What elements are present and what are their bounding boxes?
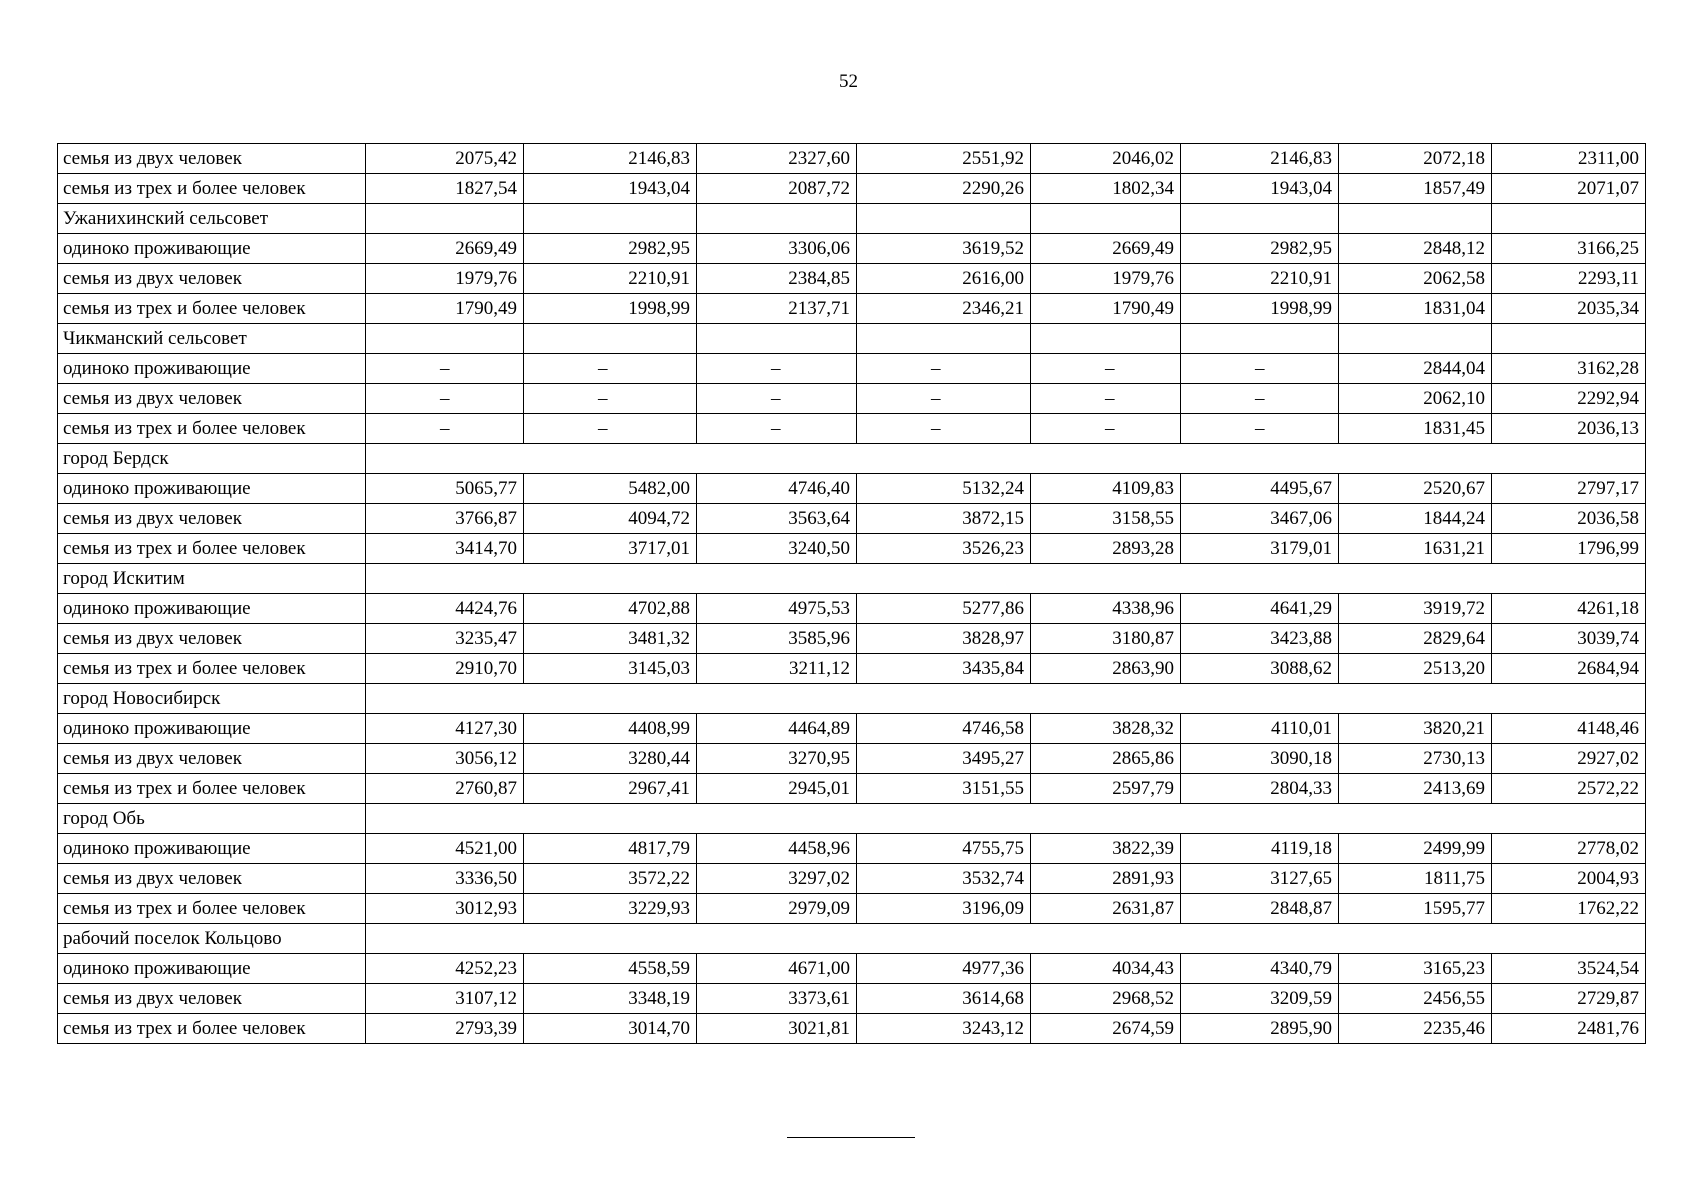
value-cell xyxy=(366,204,524,234)
value-cell: 3297,02 xyxy=(697,864,857,894)
value-cell: – xyxy=(1031,354,1181,384)
value-cell: 2863,90 xyxy=(1031,654,1181,684)
row-label: Ужанихинский сельсовет xyxy=(58,204,366,234)
table-row xyxy=(58,384,1646,414)
value-cell: 3336,50 xyxy=(366,864,524,894)
value-cell: 2311,00 xyxy=(1492,144,1646,174)
row-label: семья из двух человек xyxy=(58,984,366,1014)
value-cell: 3585,96 xyxy=(697,624,857,654)
value-cell xyxy=(1181,324,1339,354)
value-cell: 3828,97 xyxy=(857,624,1031,654)
value-cell: 2035,34 xyxy=(1492,294,1646,324)
value-cell: – xyxy=(857,354,1031,384)
value-cell: 3162,28 xyxy=(1492,354,1646,384)
group-label: город Новосибирск xyxy=(58,684,366,714)
value-cell: 3127,65 xyxy=(1181,864,1339,894)
value-cell: 2982,95 xyxy=(1181,234,1339,264)
row-label: семья из трех и более человек xyxy=(58,894,366,924)
value-cell: 3012,93 xyxy=(366,894,524,924)
value-cell: 3532,74 xyxy=(857,864,1031,894)
value-cell: 2597,79 xyxy=(1031,774,1181,804)
value-cell: 2631,87 xyxy=(1031,894,1181,924)
value-cell: 3526,23 xyxy=(857,534,1031,564)
value-cell: 2004,93 xyxy=(1492,864,1646,894)
value-cell: 2210,91 xyxy=(524,264,697,294)
value-cell xyxy=(1339,204,1492,234)
value-cell xyxy=(697,204,857,234)
value-cell: 4558,59 xyxy=(524,954,697,984)
value-cell: 1831,45 xyxy=(1339,414,1492,444)
value-cell: 1790,49 xyxy=(1031,294,1181,324)
row-label: семья из трех и более человек xyxy=(58,654,366,684)
value-cell: 3088,62 xyxy=(1181,654,1339,684)
value-cell: 2729,87 xyxy=(1492,984,1646,1014)
value-cell: 4340,79 xyxy=(1181,954,1339,984)
value-cell: 3240,50 xyxy=(697,534,857,564)
row-label: семья из двух человек xyxy=(58,144,366,174)
value-cell: 3235,47 xyxy=(366,624,524,654)
value-cell: 2572,22 xyxy=(1492,774,1646,804)
value-cell: 3766,87 xyxy=(366,504,524,534)
value-cell: 3166,25 xyxy=(1492,234,1646,264)
row-label: семья из двух человек xyxy=(58,264,366,294)
group-header-row xyxy=(58,684,1646,714)
value-cell: 2046,02 xyxy=(1031,144,1181,174)
value-cell xyxy=(366,324,524,354)
table-row xyxy=(58,954,1646,984)
value-cell: 3145,03 xyxy=(524,654,697,684)
value-cell: 2036,13 xyxy=(1492,414,1646,444)
value-cell: 4252,23 xyxy=(366,954,524,984)
table-row xyxy=(58,264,1646,294)
value-cell: 1979,76 xyxy=(366,264,524,294)
value-cell xyxy=(1181,204,1339,234)
value-cell: 3919,72 xyxy=(1339,594,1492,624)
group-header-row xyxy=(58,804,1646,834)
value-cell xyxy=(857,324,1031,354)
value-cell: 2674,59 xyxy=(1031,1014,1181,1044)
value-cell: 2520,67 xyxy=(1339,474,1492,504)
value-cell: 2062,58 xyxy=(1339,264,1492,294)
value-cell: 2062,10 xyxy=(1339,384,1492,414)
value-cell: 2793,39 xyxy=(366,1014,524,1044)
value-cell: 5065,77 xyxy=(366,474,524,504)
value-cell: 2413,69 xyxy=(1339,774,1492,804)
row-label: семья из трех и более человек xyxy=(58,1014,366,1044)
value-cell: 3717,01 xyxy=(524,534,697,564)
value-cell: 4817,79 xyxy=(524,834,697,864)
group-empty-cell xyxy=(366,684,1646,714)
table-row xyxy=(58,144,1646,174)
value-cell: 2967,41 xyxy=(524,774,697,804)
value-cell: 2235,46 xyxy=(1339,1014,1492,1044)
value-cell: 1943,04 xyxy=(1181,174,1339,204)
value-cell: 4746,58 xyxy=(857,714,1031,744)
value-cell: 2778,02 xyxy=(1492,834,1646,864)
value-cell: – xyxy=(857,414,1031,444)
value-cell: 2891,93 xyxy=(1031,864,1181,894)
value-cell: 4975,53 xyxy=(697,594,857,624)
value-cell: 2072,18 xyxy=(1339,144,1492,174)
value-cell: 1998,99 xyxy=(524,294,697,324)
value-cell: 3021,81 xyxy=(697,1014,857,1044)
value-cell: 3180,87 xyxy=(1031,624,1181,654)
value-cell: 4458,96 xyxy=(697,834,857,864)
row-label: семья из трех и более человек xyxy=(58,414,366,444)
value-cell: 5277,86 xyxy=(857,594,1031,624)
value-cell: 2075,42 xyxy=(366,144,524,174)
footer-rule xyxy=(787,1137,915,1138)
value-cell: 3822,39 xyxy=(1031,834,1181,864)
value-cell xyxy=(1492,204,1646,234)
value-cell xyxy=(524,324,697,354)
value-cell: 5482,00 xyxy=(524,474,697,504)
value-cell: 2146,83 xyxy=(1181,144,1339,174)
table-row xyxy=(58,774,1646,804)
value-cell: 4127,30 xyxy=(366,714,524,744)
value-cell: 3414,70 xyxy=(366,534,524,564)
value-cell: 2979,09 xyxy=(697,894,857,924)
row-label: семья из двух человек xyxy=(58,864,366,894)
table-row xyxy=(58,474,1646,504)
group-empty-cell xyxy=(366,804,1646,834)
value-cell: 3373,61 xyxy=(697,984,857,1014)
value-cell: 1979,76 xyxy=(1031,264,1181,294)
value-cell: 2760,87 xyxy=(366,774,524,804)
group-label: город Искитим xyxy=(58,564,366,594)
row-label: семья из трех и более человек xyxy=(58,774,366,804)
tariff-table xyxy=(57,143,1646,1044)
value-cell: 5132,24 xyxy=(857,474,1031,504)
value-cell: 3165,23 xyxy=(1339,954,1492,984)
value-cell: 4119,18 xyxy=(1181,834,1339,864)
value-cell: 3614,68 xyxy=(857,984,1031,1014)
value-cell: 2945,01 xyxy=(697,774,857,804)
value-cell: 3872,15 xyxy=(857,504,1031,534)
value-cell: 4755,75 xyxy=(857,834,1031,864)
value-cell: 3348,19 xyxy=(524,984,697,1014)
value-cell: 3563,64 xyxy=(697,504,857,534)
value-cell: 3179,01 xyxy=(1181,534,1339,564)
value-cell: 2551,92 xyxy=(857,144,1031,174)
value-cell: 4702,88 xyxy=(524,594,697,624)
value-cell xyxy=(1031,324,1181,354)
value-cell xyxy=(697,324,857,354)
value-cell: 1831,04 xyxy=(1339,294,1492,324)
table-body xyxy=(58,144,1646,1044)
table-row xyxy=(58,534,1646,564)
row-label: семья из двух человек xyxy=(58,744,366,774)
row-label: одиноко проживающие xyxy=(58,354,366,384)
value-cell: 1998,99 xyxy=(1181,294,1339,324)
table-row xyxy=(58,834,1646,864)
row-label: Чикманский сельсовет xyxy=(58,324,366,354)
value-cell: 3196,09 xyxy=(857,894,1031,924)
row-label: семья из трех и более человек xyxy=(58,294,366,324)
row-label: семья из двух человек xyxy=(58,384,366,414)
group-label: город Обь xyxy=(58,804,366,834)
value-cell: 4746,40 xyxy=(697,474,857,504)
value-cell: 1631,21 xyxy=(1339,534,1492,564)
value-cell: 3014,70 xyxy=(524,1014,697,1044)
value-cell: – xyxy=(1181,354,1339,384)
value-cell: 2684,94 xyxy=(1492,654,1646,684)
value-cell: – xyxy=(1181,384,1339,414)
table-row xyxy=(58,294,1646,324)
value-cell: 3090,18 xyxy=(1181,744,1339,774)
value-cell: 4521,00 xyxy=(366,834,524,864)
value-cell: – xyxy=(524,414,697,444)
value-cell: 2982,95 xyxy=(524,234,697,264)
table-row xyxy=(58,1014,1646,1044)
value-cell: – xyxy=(1181,414,1339,444)
value-cell xyxy=(1339,324,1492,354)
value-cell: 3495,27 xyxy=(857,744,1031,774)
value-cell: – xyxy=(697,384,857,414)
row-label: семья из двух человек xyxy=(58,624,366,654)
table-row xyxy=(58,984,1646,1014)
value-cell: 2071,07 xyxy=(1492,174,1646,204)
value-cell: 2893,28 xyxy=(1031,534,1181,564)
table-row xyxy=(58,324,1646,354)
value-cell: 3107,12 xyxy=(366,984,524,1014)
value-cell: 3158,55 xyxy=(1031,504,1181,534)
value-cell: 1595,77 xyxy=(1339,894,1492,924)
value-cell: – xyxy=(366,384,524,414)
value-cell: 2844,04 xyxy=(1339,354,1492,384)
row-label: одиноко проживающие xyxy=(58,954,366,984)
value-cell: 3243,12 xyxy=(857,1014,1031,1044)
value-cell: 1762,22 xyxy=(1492,894,1646,924)
value-cell: 3151,55 xyxy=(857,774,1031,804)
group-header-row xyxy=(58,924,1646,954)
value-cell: – xyxy=(1031,384,1181,414)
row-label: одиноко проживающие xyxy=(58,594,366,624)
value-cell: 3619,52 xyxy=(857,234,1031,264)
value-cell: 4034,43 xyxy=(1031,954,1181,984)
value-cell: 2499,99 xyxy=(1339,834,1492,864)
value-cell xyxy=(857,204,1031,234)
value-cell: 3467,06 xyxy=(1181,504,1339,534)
value-cell: 2293,11 xyxy=(1492,264,1646,294)
value-cell: 4110,01 xyxy=(1181,714,1339,744)
value-cell: 4338,96 xyxy=(1031,594,1181,624)
value-cell: 2848,87 xyxy=(1181,894,1339,924)
value-cell: 3270,95 xyxy=(697,744,857,774)
value-cell: 4464,89 xyxy=(697,714,857,744)
value-cell: 3828,32 xyxy=(1031,714,1181,744)
value-cell: 2481,76 xyxy=(1492,1014,1646,1044)
value-cell: 2865,86 xyxy=(1031,744,1181,774)
value-cell: 2730,13 xyxy=(1339,744,1492,774)
value-cell: 3209,59 xyxy=(1181,984,1339,1014)
table-row xyxy=(58,654,1646,684)
value-cell: – xyxy=(366,414,524,444)
table-row xyxy=(58,234,1646,264)
value-cell: 3481,32 xyxy=(524,624,697,654)
value-cell: – xyxy=(524,384,697,414)
table-row xyxy=(58,744,1646,774)
value-cell: 1811,75 xyxy=(1339,864,1492,894)
value-cell: 2804,33 xyxy=(1181,774,1339,804)
value-cell: 4641,29 xyxy=(1181,594,1339,624)
value-cell: 3306,06 xyxy=(697,234,857,264)
row-label: одиноко проживающие xyxy=(58,714,366,744)
value-cell: 2346,21 xyxy=(857,294,1031,324)
value-cell: 3820,21 xyxy=(1339,714,1492,744)
group-empty-cell xyxy=(366,444,1646,474)
row-label: семья из трех и более человек xyxy=(58,534,366,564)
group-empty-cell xyxy=(366,564,1646,594)
value-cell: 1796,99 xyxy=(1492,534,1646,564)
page-number: 52 xyxy=(839,71,858,92)
group-label: город Бердск xyxy=(58,444,366,474)
value-cell: 1943,04 xyxy=(524,174,697,204)
table-row xyxy=(58,714,1646,744)
value-cell: 3524,54 xyxy=(1492,954,1646,984)
group-label: рабочий поселок Кольцово xyxy=(58,924,366,954)
value-cell: 2513,20 xyxy=(1339,654,1492,684)
value-cell: 2137,71 xyxy=(697,294,857,324)
value-cell: – xyxy=(524,354,697,384)
group-header-row xyxy=(58,564,1646,594)
value-cell: 2829,64 xyxy=(1339,624,1492,654)
value-cell: 2797,17 xyxy=(1492,474,1646,504)
value-cell xyxy=(1031,204,1181,234)
value-cell: 2669,49 xyxy=(366,234,524,264)
group-header-row xyxy=(58,444,1646,474)
value-cell: 4977,36 xyxy=(857,954,1031,984)
value-cell: 2210,91 xyxy=(1181,264,1339,294)
value-cell: 2327,60 xyxy=(697,144,857,174)
value-cell: 2146,83 xyxy=(524,144,697,174)
row-label: одиноко проживающие xyxy=(58,834,366,864)
value-cell: 3056,12 xyxy=(366,744,524,774)
value-cell: 1827,54 xyxy=(366,174,524,204)
value-cell: – xyxy=(1031,414,1181,444)
value-cell: 2616,00 xyxy=(857,264,1031,294)
value-cell: 2895,90 xyxy=(1181,1014,1339,1044)
value-cell: – xyxy=(697,354,857,384)
row-label: семья из трех и более человек xyxy=(58,174,366,204)
value-cell: – xyxy=(366,354,524,384)
value-cell: 4671,00 xyxy=(697,954,857,984)
value-cell: 3039,74 xyxy=(1492,624,1646,654)
value-cell: 4109,83 xyxy=(1031,474,1181,504)
value-cell: 1790,49 xyxy=(366,294,524,324)
value-cell: 2036,58 xyxy=(1492,504,1646,534)
value-cell: 3435,84 xyxy=(857,654,1031,684)
value-cell: 3280,44 xyxy=(524,744,697,774)
value-cell: 4148,46 xyxy=(1492,714,1646,744)
value-cell: 4094,72 xyxy=(524,504,697,534)
value-cell xyxy=(524,204,697,234)
value-cell xyxy=(1492,324,1646,354)
value-cell: 2290,26 xyxy=(857,174,1031,204)
table-row xyxy=(58,174,1646,204)
value-cell: 3229,93 xyxy=(524,894,697,924)
value-cell: 2384,85 xyxy=(697,264,857,294)
table-row xyxy=(58,864,1646,894)
value-cell: 2927,02 xyxy=(1492,744,1646,774)
value-cell: 2456,55 xyxy=(1339,984,1492,1014)
value-cell: 2968,52 xyxy=(1031,984,1181,1014)
value-cell: 3211,12 xyxy=(697,654,857,684)
value-cell: 1844,24 xyxy=(1339,504,1492,534)
value-cell: 2848,12 xyxy=(1339,234,1492,264)
value-cell: 4408,99 xyxy=(524,714,697,744)
table-row xyxy=(58,354,1646,384)
value-cell: 2910,70 xyxy=(366,654,524,684)
value-cell: – xyxy=(857,384,1031,414)
value-cell: 2087,72 xyxy=(697,174,857,204)
row-label: одиноко проживающие xyxy=(58,474,366,504)
table-row xyxy=(58,624,1646,654)
group-empty-cell xyxy=(366,924,1646,954)
value-cell: 2669,49 xyxy=(1031,234,1181,264)
table-row xyxy=(58,204,1646,234)
table-row xyxy=(58,894,1646,924)
table-row xyxy=(58,414,1646,444)
value-cell: 1802,34 xyxy=(1031,174,1181,204)
value-cell: 1857,49 xyxy=(1339,174,1492,204)
value-cell: 4495,67 xyxy=(1181,474,1339,504)
value-cell: 4424,76 xyxy=(366,594,524,624)
row-label: семья из двух человек xyxy=(58,504,366,534)
row-label: одиноко проживающие xyxy=(58,234,366,264)
table-row xyxy=(58,594,1646,624)
value-cell: 3572,22 xyxy=(524,864,697,894)
table-row xyxy=(58,504,1646,534)
value-cell: – xyxy=(697,414,857,444)
value-cell: 4261,18 xyxy=(1492,594,1646,624)
value-cell: 3423,88 xyxy=(1181,624,1339,654)
value-cell: 2292,94 xyxy=(1492,384,1646,414)
